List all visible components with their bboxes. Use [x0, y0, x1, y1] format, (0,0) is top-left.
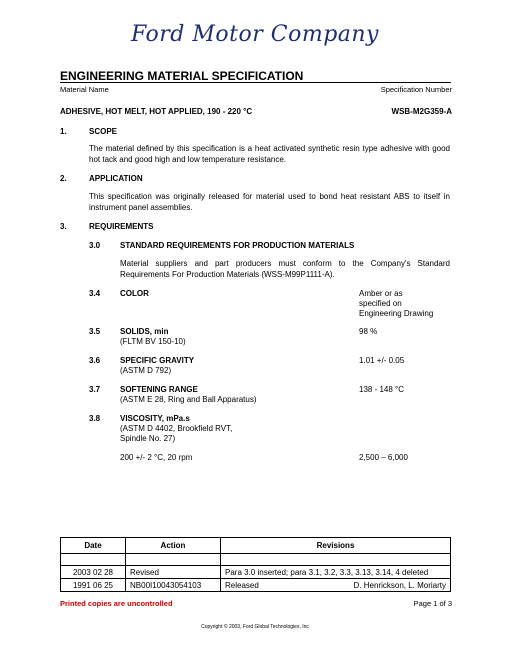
section-number: 3.	[60, 222, 67, 231]
table-row	[61, 554, 451, 566]
column-header-action: Action	[126, 538, 221, 554]
color-value: Engineering Drawing	[359, 309, 434, 318]
color-value: specified on	[359, 299, 402, 308]
printed-copies-notice: Printed copies are uncontrolled	[60, 599, 173, 608]
specific-gravity-value: 1.01 +/- 0.05	[359, 356, 405, 365]
subsection-number: 3.7	[89, 385, 101, 394]
revision-date: 1991 06 25	[61, 579, 126, 592]
table-header-row	[61, 538, 451, 554]
standard-requirements-text: Material suppliers and part producers must conform to the Company's Standard Requirements For Production Materials (WSS-M99P1111-A).	[120, 259, 450, 279]
section-number: 1.	[60, 127, 67, 136]
revision-description: Released	[225, 580, 259, 590]
test-method: (ASTM E 28, Ring and Ball Apparatus)	[120, 395, 257, 404]
table-cell	[221, 554, 451, 566]
test-method: (FLTM BV 150-10)	[120, 337, 186, 346]
revision-cell	[221, 579, 451, 592]
table-row	[61, 566, 451, 579]
subsection-heading: SOLIDS, min	[120, 327, 169, 336]
subsection-number: 3.6	[89, 356, 101, 365]
column-header-revisions: Revisions	[221, 538, 451, 554]
subsection-number: 3.8	[89, 414, 101, 423]
section-heading: SCOPE	[89, 127, 118, 136]
revision-author: D. Henrickson, L. Moriarty	[353, 580, 446, 590]
test-method: (ASTM D 792)	[120, 366, 172, 375]
viscosity-condition: 200 +/- 2 °C, 20 rpm	[120, 453, 193, 462]
scope-text: The material defined by this specification is a heat activated synthetic resin type adhesive with good hot tack and good high and low temperature resistance.	[89, 144, 450, 164]
application-text: This specification was originally released for material used to bond heat resistant ABS to itself in instrument panel assemblies.	[89, 192, 450, 212]
subsection-heading: VISCOSITY, mPa.s	[120, 414, 190, 423]
test-method: (ASTM D 4402, Brookfield RVT,	[120, 424, 233, 433]
section-heading: APPLICATION	[89, 174, 143, 183]
section-number: 2.	[60, 174, 67, 183]
revision-table	[60, 537, 451, 592]
subsection-heading: COLOR	[120, 289, 149, 298]
revision-action: NB00I10043054103	[126, 579, 221, 592]
column-header-date: Date	[61, 538, 126, 554]
copyright-notice: Copyright © 2003, Ford Global Technologies, Inc	[201, 624, 309, 630]
viscosity-value: 2,500 – 6,000	[359, 453, 408, 462]
subsection-number: 3.5	[89, 327, 101, 336]
spec-number-label: Specification Number	[380, 85, 452, 94]
table-cell	[126, 554, 221, 566]
table-row	[61, 579, 451, 592]
ford-logo: Ford Motor Company	[130, 22, 379, 47]
subsection-heading: SOFTENING RANGE	[120, 385, 198, 394]
spec-number: WSB-M2G359-A	[391, 107, 452, 116]
table-cell	[61, 554, 126, 566]
test-method: Spindle No. 27)	[120, 434, 176, 443]
revision-action: Revised	[126, 566, 221, 579]
section-heading: REQUIREMENTS	[89, 222, 154, 231]
subsection-heading: STANDARD REQUIREMENTS FOR PRODUCTION MATERIALS	[120, 241, 355, 250]
subsection-number: 3.0	[89, 241, 101, 250]
solids-value: 98 %	[359, 327, 378, 336]
subsection-number: 3.4	[89, 289, 101, 298]
revision-description: Para 3.0 inserted; para 3.1, 3.2, 3.3, 3.13, 3.14, 4 deleted	[221, 566, 451, 579]
title-divider	[60, 82, 451, 83]
revision-date: 2003 02 28	[61, 566, 126, 579]
material-name: ADHESIVE, HOT MELT, HOT APPLIED, 190 - 220 °C	[60, 107, 253, 116]
material-name-label: Material Name	[60, 85, 109, 94]
subsection-heading: SPECIFIC GRAVITY	[120, 356, 195, 365]
document-title: ENGINEERING MATERIAL SPECIFICATION	[60, 69, 304, 83]
color-value: Amber or as	[359, 289, 403, 298]
softening-range-value: 138 - 148 °C	[359, 385, 405, 394]
page-number: Page 1 of 3	[413, 599, 452, 608]
